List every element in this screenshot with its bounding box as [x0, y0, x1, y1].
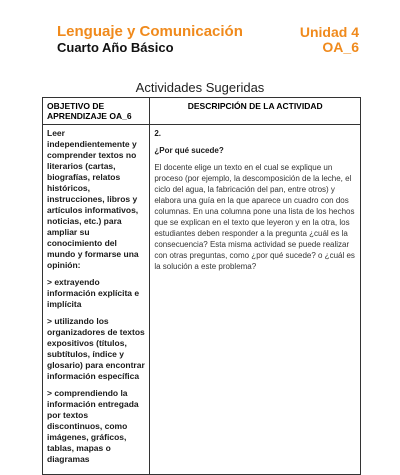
unit-label: Unidad 4 [299, 24, 359, 40]
activity-number: 2. [154, 129, 162, 138]
objective-item: > extrayendo información explícita e implícita [47, 277, 140, 309]
objective-item: > comprendiendo la información entregada por textos discontinuos, como imágenes, gráficos, tablas, mapas o diagramas [47, 388, 139, 464]
objective-cell [43, 125, 150, 475]
section-title: Actividades Sugeridas [135, 80, 265, 95]
activity-question: ¿Por qué sucede? [154, 146, 224, 155]
activity-cell [150, 125, 361, 475]
header-right [300, 24, 359, 55]
subject-title: Lenguaje y Comunicación [57, 23, 243, 40]
objective-code: OA_6 [322, 39, 359, 55]
grade-title: Cuarto Año Básico [57, 40, 174, 55]
activity-text: El docente elige un texto en el cual se explique un proceso (por ejemplo, la descomposición de la leche, el ciclo del agua, la fabricación del pan, entre otros) y elabora una guía en la que aparece un cuadro con dos columnas. En una columna pone una lista de los hechos que se explican en el texto que leyeron y en la otra, los estudiantes deben responder a la pregunta ¿cuál es la consecuencia? Esta misma actividad se puede realizar con otras preguntas, como ¿por qué sucede? o ¿cuál es la solución a este problema? [154, 163, 355, 271]
description-column-header: DESCRIPCIÓN DE LA ACTIVIDAD [150, 98, 361, 125]
table-row [43, 125, 361, 475]
objective-column-header: OBJETIVO DE APRENDIZAJE OA_6 [43, 98, 150, 125]
table-header-row [43, 98, 361, 125]
header-left [57, 24, 243, 55]
objective-intro: Leer independientemente y comprender textos no literarios (cartas, biografías, relatos históricos, instrucciones, libros y artículos informativos, noticias, etc.) para ampliar su conocimiento del mundo y formarse una opinión: [47, 128, 139, 270]
activities-table [42, 97, 361, 475]
objective-item: > utilizando los organizadores de textos expositivos (títulos, subtítulos, índice y glosario) para encontrar información específica [47, 316, 145, 381]
